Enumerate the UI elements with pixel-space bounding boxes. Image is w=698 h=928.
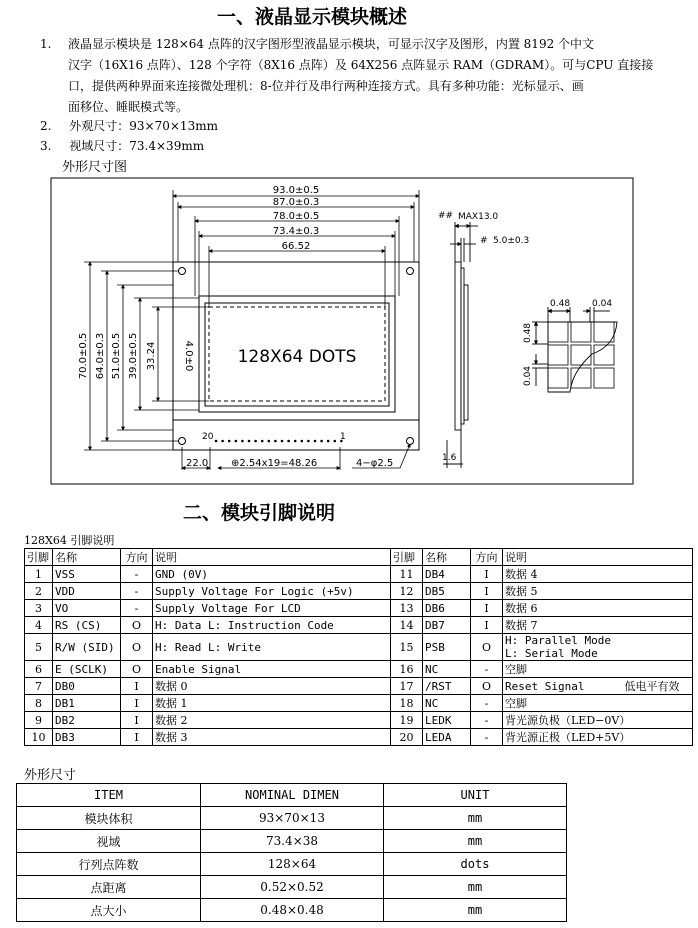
dim-dot-w1: 0.48 [550, 299, 571, 309]
pin-hole [241, 440, 244, 443]
screen-label: 128X64 DOTS [237, 347, 357, 367]
dims-row [17, 899, 567, 922]
pin-cell: - [121, 600, 153, 617]
pin-row [25, 729, 693, 746]
pin-row [25, 566, 693, 583]
pin-cell: 14 [391, 617, 423, 634]
pin-cell: DB7 [423, 617, 471, 634]
item-line: 口，提供两种界面来连接微处理机：8-位并行及串行两种连接方式。具有多种功能：光标显示、画 [68, 79, 584, 93]
pixel-dot [548, 345, 568, 365]
dims-cell: 模块体积 [17, 807, 201, 830]
item-line: 外观尺寸：93×70×13mm [69, 119, 218, 133]
pin-hole [301, 440, 304, 443]
pin-cell [503, 583, 693, 600]
pin-hole [215, 440, 218, 443]
pixel-dot [548, 368, 568, 388]
pin-cell: 数据 1 [153, 695, 391, 712]
pin-cell: O [121, 617, 153, 634]
dims-cell: 128×64 [201, 853, 384, 876]
pin-cell: I [471, 617, 503, 634]
pin-cell: DB6 [423, 600, 471, 617]
dims-row [17, 830, 567, 853]
pin-hole [320, 440, 323, 443]
pin-desc: Reset Signal [505, 680, 585, 693]
dims-cell: 视域 [17, 830, 201, 853]
pin-hole [287, 440, 290, 443]
pin-cell: E (SCLK) [53, 661, 121, 678]
dim-dot: 4.0±0 [183, 340, 194, 372]
pin-cell: O [121, 661, 153, 678]
pin-cell: 20 [391, 729, 423, 746]
pin-hole [294, 440, 297, 443]
pin-cell: DB0 [53, 678, 121, 695]
pin-cell: 17 [391, 678, 423, 695]
pin-cell: - [471, 661, 503, 678]
dims-cell: mm [384, 899, 567, 922]
pin-cell: 15 [391, 634, 423, 661]
pin-hole [327, 440, 330, 443]
pin-cell: 1 [25, 566, 53, 583]
side-view [443, 222, 478, 468]
section2-title: 二、模块引脚说明 [183, 502, 336, 524]
pin-row [25, 634, 693, 661]
dim-left-4: 39.0±0.5 [128, 332, 139, 380]
pin-cell [503, 678, 693, 695]
header-cell: ITEM [17, 784, 201, 807]
pin-cell: VO [53, 600, 121, 617]
header-cell: 名称 [53, 549, 121, 566]
pin-cell: LEDA [423, 729, 471, 746]
pin-cell [503, 617, 693, 634]
dims-cell: 93×70×13 [201, 807, 384, 830]
dims-cell: 0.48×0.48 [201, 899, 384, 922]
item-number: 3. [40, 139, 52, 153]
dims-cell: 点距离 [17, 876, 201, 899]
item-line: 液晶显示模块是 128×64 点阵的汉字图形型液晶显示模块，可显示汉字及图形，内置 8192 个中文 [68, 37, 595, 51]
pin-cell: 6 [25, 661, 53, 678]
pin-hole [274, 440, 277, 443]
pin-cell: 12 [391, 583, 423, 600]
pin-hole [268, 440, 271, 443]
pin-cell: VSS [53, 566, 121, 583]
pin-cell: I [471, 583, 503, 600]
pin-row [25, 712, 693, 729]
dim-top-2: 87.0±0.3 [272, 197, 320, 208]
pin-hole [228, 440, 231, 443]
dim-bottom-pitch: ⊕2.54x19=48.26 [231, 458, 318, 469]
pin-cell [503, 661, 693, 678]
pin-cell: O [471, 678, 503, 695]
pin-hole [281, 440, 284, 443]
pin-cell: DB5 [423, 583, 471, 600]
pin-cell [503, 600, 693, 617]
pin-cell: Enable Signal [153, 661, 391, 678]
dim-side-max: MAX13.0 [458, 212, 499, 222]
item-line: 汉字（16X16 点阵）、128 个字符（8X16 点阵）及 64X256 点阵显示 RAM（GDRAM）。可与CPU 直接接 [68, 58, 654, 72]
header-cell: 名称 [423, 549, 471, 566]
item-number: 1. [40, 37, 52, 51]
pin-desc: 数据 6 [505, 602, 538, 615]
pin-cell: 数据 3 [153, 729, 391, 746]
pin-cell [503, 695, 693, 712]
pin-cell: NC [423, 661, 471, 678]
pin-cell: - [471, 712, 503, 729]
dim-left-1: 70.0±0.5 [78, 332, 89, 380]
dims-cell: dots [384, 853, 567, 876]
pin-desc: 背光源负极（LED−0V） [505, 714, 631, 727]
pin-hole [261, 440, 264, 443]
header-cell: 引脚 [391, 549, 423, 566]
pin20-label: 20 [202, 432, 214, 442]
dims-row [17, 807, 567, 830]
pin-cell: Supply Voltage For LCD [153, 600, 391, 617]
dim-left-3: 51.0±0.5 [111, 332, 122, 380]
item-line: 面移位、睡眠模式等。 [68, 100, 189, 114]
pin-cell [503, 729, 693, 746]
pin-row [25, 600, 693, 617]
pin-hole [254, 440, 257, 443]
drawing-caption: 外形尺寸图 [62, 160, 128, 175]
pin-hole [307, 440, 310, 443]
pin-cell [503, 712, 693, 729]
pin-cell: 10 [25, 729, 53, 746]
dim-dot-h2: 0.04 [523, 365, 533, 387]
pin-cell: /RST [423, 678, 471, 695]
pin-hole [235, 440, 238, 443]
dim-bottom-hole: 4−φ2.5 [356, 458, 394, 469]
dims-caption: 外形尺寸 [24, 768, 77, 783]
pin-row [25, 583, 693, 600]
header-cell: 方向 [471, 549, 503, 566]
pin-row [25, 617, 693, 634]
pin-row [25, 678, 693, 695]
pin-cell: GND (0V) [153, 566, 391, 583]
pin-desc-extra: L: Serial Mode [505, 647, 598, 660]
pin-table-caption: 128X64 引脚说明 [24, 534, 115, 547]
pin-cell: DB2 [53, 712, 121, 729]
pin-cell: I [121, 695, 153, 712]
pin-hole [314, 440, 317, 443]
pixel-dot [594, 322, 614, 342]
dim-bottom-left: 22.0 [186, 458, 209, 469]
dim-side-thick: 5.0±0.3 [493, 236, 530, 246]
pin-header [215, 440, 343, 443]
pin-cell: 11 [391, 566, 423, 583]
pin-cell: Supply Voltage For Logic (+5v) [153, 583, 391, 600]
pin-cell: I [471, 566, 503, 583]
pin-cell: DB1 [53, 695, 121, 712]
pixel-dot [571, 322, 591, 342]
pixel-dot [571, 345, 591, 365]
pin-table-header [25, 549, 693, 566]
pin-cell: 5 [25, 634, 53, 661]
pin-cell: 19 [391, 712, 423, 729]
pin-desc: 数据 7 [505, 619, 538, 632]
dims-cell: mm [384, 830, 567, 853]
pin-cell: 16 [391, 661, 423, 678]
header-cell: UNIT [384, 784, 567, 807]
pixel-dot [548, 322, 568, 342]
pin-desc-extra: 低电平有效 [624, 680, 680, 693]
pin-cell: LEDK [423, 712, 471, 729]
pin-cell: PSB [423, 634, 471, 661]
pin-cell: DB4 [423, 566, 471, 583]
dim-dot-w2: 0.04 [592, 299, 613, 309]
pin-cell: - [471, 695, 503, 712]
pin-cell: 4 [25, 617, 53, 634]
header-cell: 方向 [121, 549, 153, 566]
pin-cell: 18 [391, 695, 423, 712]
pin-cell: 3 [25, 600, 53, 617]
pin-cell: 数据 2 [153, 712, 391, 729]
side-mark: # [480, 236, 488, 246]
item-number: 2. [40, 119, 52, 133]
pin-desc: 空脚 [505, 697, 527, 710]
dim-side-bottom: 1.6 [442, 453, 457, 463]
dims-cell: mm [384, 876, 567, 899]
dim-top-1: 93.0±0.5 [272, 185, 320, 196]
dims-cell: 0.52×0.52 [201, 876, 384, 899]
dot-grid [548, 322, 614, 388]
pin-cell: R/W (SID) [53, 634, 121, 661]
pin-hole [248, 440, 251, 443]
pin-cell [503, 634, 693, 661]
pin-cell: I [471, 600, 503, 617]
pin-hole [221, 440, 224, 443]
pin-cell: - [471, 729, 503, 746]
dims-row [17, 853, 567, 876]
pin-table [24, 548, 693, 746]
dims-row [17, 876, 567, 899]
pin-desc: 背光源正极（LED+5V） [505, 731, 631, 744]
dims-table [16, 783, 567, 922]
header-cell: 引脚 [25, 549, 53, 566]
pin-row [25, 661, 693, 678]
pin-cell: VDD [53, 583, 121, 600]
dot-detail [532, 307, 617, 392]
dims-cell: 行列点阵数 [17, 853, 201, 876]
dim-top-5: 66.52 [281, 241, 311, 252]
side-mark: ## [438, 211, 454, 221]
pin-cell: 数据 0 [153, 678, 391, 695]
pin-cell: DB3 [53, 729, 121, 746]
header-cell: 说明 [153, 549, 391, 566]
pin-cell: 8 [25, 695, 53, 712]
pin-cell: O [121, 634, 153, 661]
pin-desc: 数据 5 [505, 585, 538, 598]
pin-cell: - [121, 566, 153, 583]
pin-desc: 空脚 [505, 663, 527, 676]
pin-cell: O [471, 634, 503, 661]
pin-cell: 2 [25, 583, 53, 600]
dims-cell: mm [384, 807, 567, 830]
pin-cell: - [121, 583, 153, 600]
pin-desc: 数据 4 [505, 568, 538, 581]
pin-cell: 13 [391, 600, 423, 617]
dims-header [17, 784, 567, 807]
dim-top-4: 73.4±0.3 [272, 226, 320, 237]
pin-row [25, 695, 693, 712]
pin-cell: I [121, 712, 153, 729]
dim-left-5: 33.24 [146, 341, 157, 371]
pin-desc: H: Parallel Mode [505, 634, 611, 647]
pin-cell: RS (CS) [53, 617, 121, 634]
pin1-label: 1 [340, 432, 346, 442]
pin-cell: H: Read L: Write [153, 634, 391, 661]
header-cell: NOMINAL DIMEN [201, 784, 384, 807]
header-cell: 说明 [503, 549, 693, 566]
dim-dot-h1: 0.48 [523, 322, 533, 344]
pin-hole [334, 440, 337, 443]
pin-cell [503, 566, 693, 583]
pixel-dot [594, 368, 614, 388]
dims-cell: 73.4×38 [201, 830, 384, 853]
pin-cell: H: Data L: Instruction Code [153, 617, 391, 634]
dim-left-2: 64.0±0.3 [95, 332, 106, 380]
pin-cell: I [121, 729, 153, 746]
pin-cell: I [121, 678, 153, 695]
dims-cell: 点大小 [17, 899, 201, 922]
pin-cell: NC [423, 695, 471, 712]
item-line: 视域尺寸：73.4×39mm [69, 139, 205, 153]
pin-cell: 9 [25, 712, 53, 729]
section1-title: 一、液晶显示模块概述 [217, 6, 408, 28]
dim-top-3: 78.0±0.5 [272, 211, 320, 222]
pin-cell: 7 [25, 678, 53, 695]
